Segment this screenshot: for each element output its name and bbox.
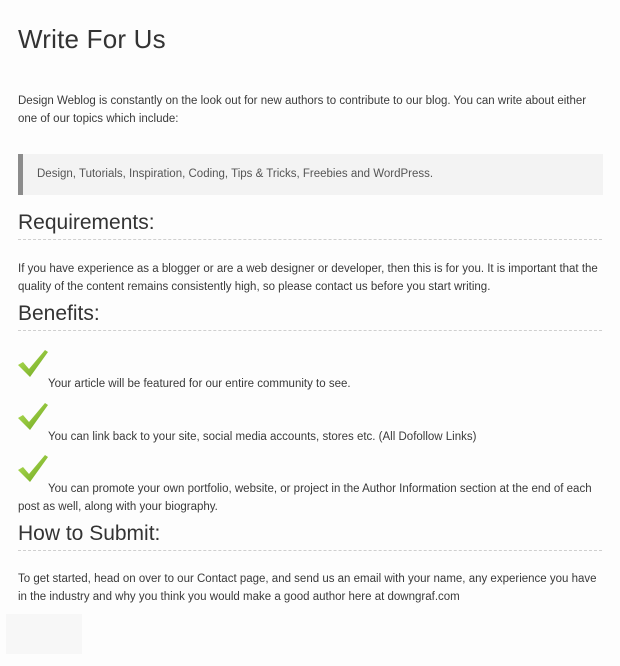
benefits-heading: Benefits: [18, 302, 602, 331]
benefit-item: Your article will be featured for our entire community to see. [48, 378, 351, 390]
check-mark-icon [17, 401, 49, 431]
benefit-item: You can promote your own portfolio, website, or project in the Author Information section at the end of each post as well, along with your biography. [18, 483, 592, 513]
requirements-paragraph: If you have experience as a blogger or are a web designer or developer, then this is for you. It is important that the quality of the content remains consistently high, so please contact us before you start writing. [18, 263, 598, 293]
requirements-heading: Requirements: [18, 211, 602, 240]
check-mark-icon [17, 453, 49, 483]
how-to-submit-paragraph: To get started, head on over to our Contact page, and send us an email with your name, any experience you have in the industry and why you think you would make a good author here at downgraf.com [18, 573, 597, 603]
benefit-item: You can link back to your site, social media accounts, stores etc. (All Dofollow Links) [48, 431, 477, 443]
check-mark-icon [17, 348, 49, 378]
page-title: Write For Us [18, 24, 166, 54]
topics-blockquote: Design, Tutorials, Inspiration, Coding, Tips & Tricks, Freebies and WordPress. [18, 154, 603, 195]
how-to-submit-heading: How to Submit: [18, 522, 602, 551]
faint-background-box [6, 614, 82, 654]
intro-paragraph: Design Weblog is constantly on the look out for new authors to contribute to our blog. You can write about either one of our topics which include: [18, 95, 587, 125]
